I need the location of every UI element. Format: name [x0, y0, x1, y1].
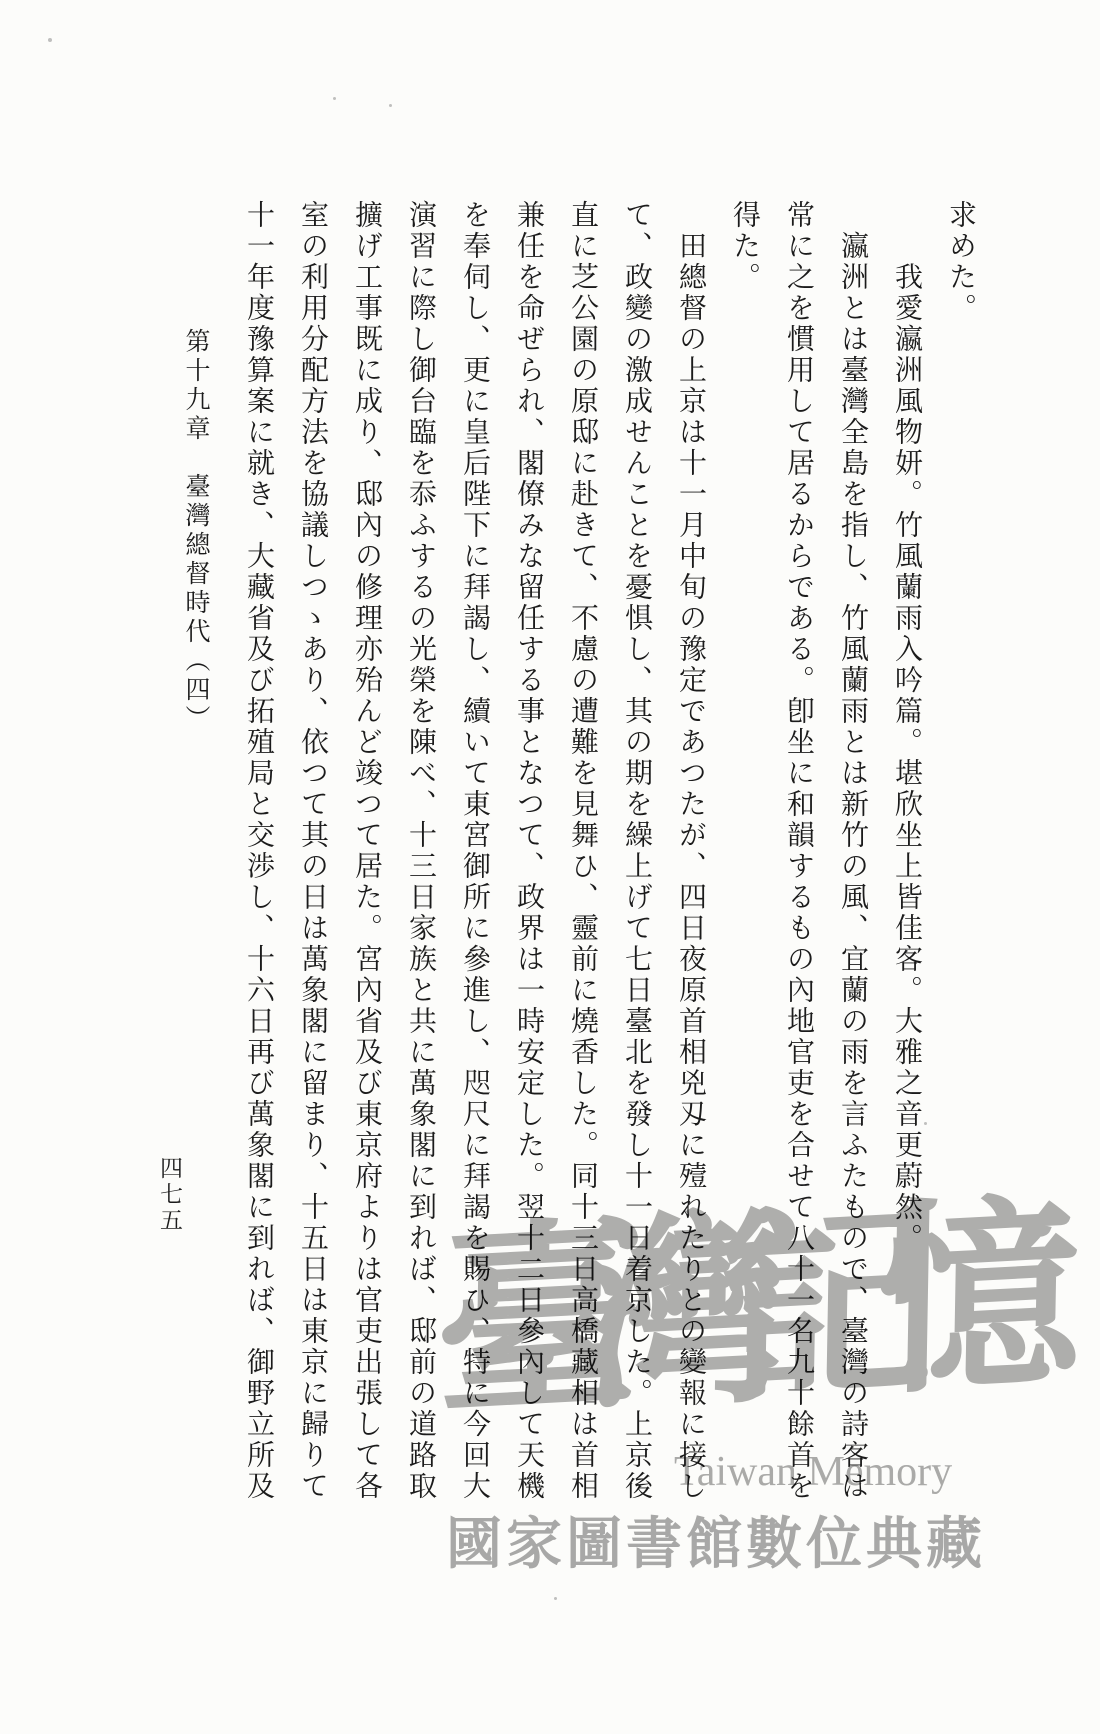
text-column: 十一年度豫算案に就き、大藏省及び拓殖局と交渉し、十六日再び萬象閣に到れば、御野立所及 — [243, 200, 276, 1502]
text-column: 演習に際し御台臨を忝ふするの光榮を陳べ、十三日家族と共に萬象閣に到れば、邸前の道路取 — [405, 200, 438, 1502]
text-column: 直に芝公園の原邸に赴きて、不慮の遭難を見舞ひ、靈前に燒香した。同十三日高橋藏相は首相 — [567, 200, 600, 1502]
scan-speck — [333, 97, 336, 100]
scan-speck — [389, 104, 392, 107]
watermark-calligraphy: 臺灣記憶 — [433, 1175, 1026, 1447]
text-column: 瀛洲とは臺灣全島を指し、竹風蘭雨とは新竹の風、宜蘭の雨を言ふたもので、臺灣の詩客は — [837, 231, 870, 1502]
scan-speck — [554, 1597, 557, 1600]
main-text-block — [232, 200, 988, 1538]
running-title: 第十九章 臺灣總督時代（四） — [182, 328, 211, 734]
text-column: 室の利用分配方法を協議しつゝあり、依つて其の日は萬象閣に留まり、十五日は東京に歸りて — [297, 200, 330, 1502]
watermark-library-label: 國家圖書館數位典藏 — [446, 1511, 986, 1577]
text-column: 求めた。 — [945, 200, 978, 324]
text-column-poem: 我愛瀛洲風物妍。竹風蘭雨入吟篇。堪欣坐上皆佳客。大雅之音更蔚然。 — [891, 262, 924, 1254]
scan-speck — [48, 38, 52, 42]
text-column: 得た。 — [729, 200, 762, 293]
scan-speck — [924, 1122, 927, 1125]
text-column: 常に之を慣用して居るからである。卽坐に和韻するもの內地官吏を合せて八十一名九十餘首を — [783, 200, 816, 1502]
text-column: 田總督の上京は十一月中旬の豫定であつたが、四日夜原首相兇刄に殪れたりとの變報に接し — [675, 231, 708, 1502]
text-column: て、政變の激成せんことを憂惧し、其の期を繰上げて七日臺北を發し十一日着京した。上京後 — [621, 200, 654, 1502]
text-column: を奉伺し、更に皇后陛下に拜謁し、續いて東宮御所に參進し、咫尺に拜謁を賜ひ、特に今回大 — [459, 200, 492, 1502]
text-column: 兼任を命ぜられ、閣僚みな留任する事となつて、政界は一時安定した。翌十二日參內して天機 — [513, 200, 546, 1502]
page-number: 四七五 — [156, 1156, 182, 1234]
text-column: 擴げ工事既に成り、邸內の修理亦殆んど竣つて居た。宮內省及び東京府よりは官吏出張して各 — [351, 200, 384, 1502]
watermark-english-label: Taiwan Memory — [674, 1449, 953, 1495]
